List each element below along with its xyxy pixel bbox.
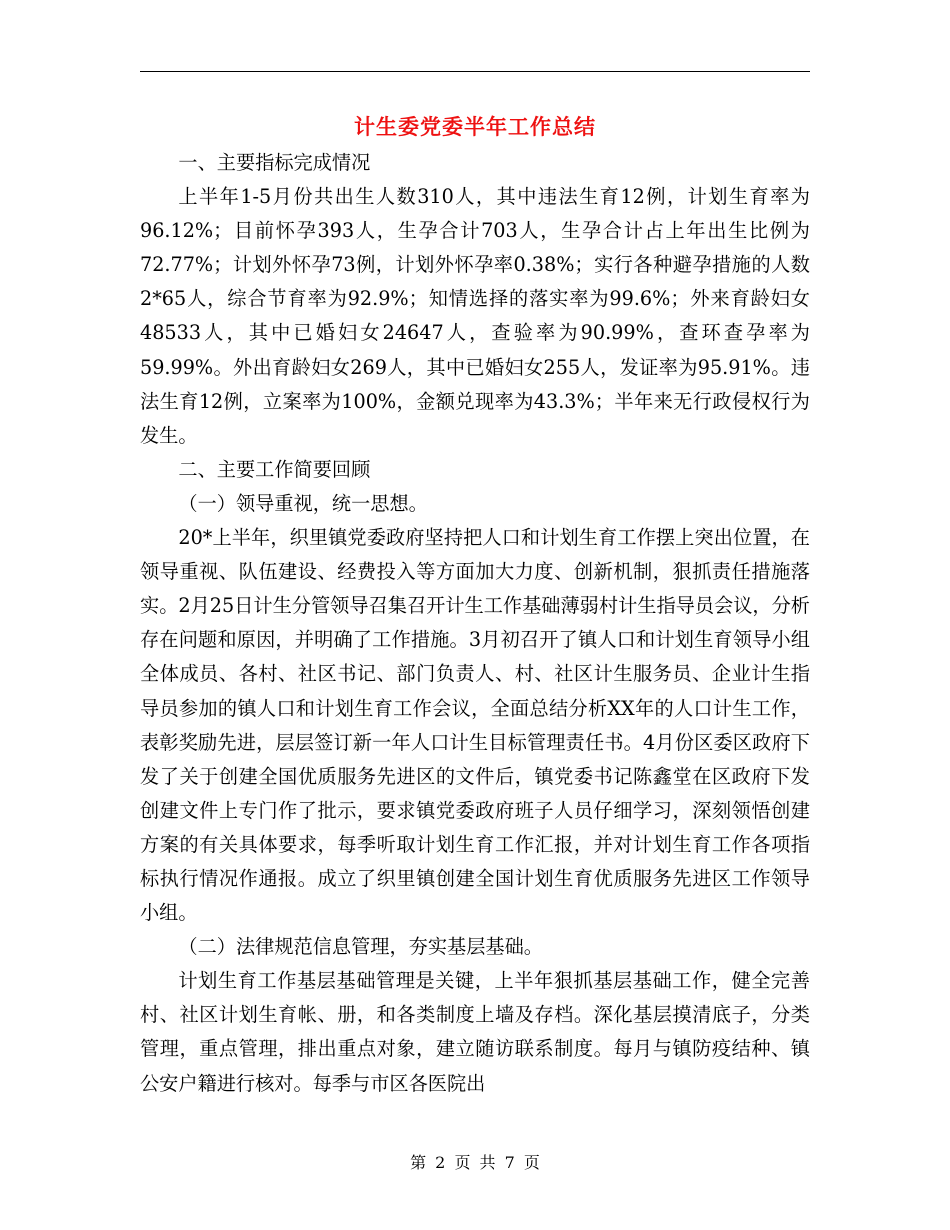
section-heading: 一、主要指标完成情况 [178,151,371,174]
document-body [140,146,810,1101]
header-rule [140,71,810,72]
subsection-heading: （二）法律规范信息管理，夯实基层基础。 [178,935,543,959]
document-title: 计生委党委半年工作总结 [354,114,596,139]
body-paragraph: 20*上半年，织里镇党委政府坚持把人口和计划生育工作摆上突出位置，在领导重视、队伍建设、经费投入等方面加大力度、创新机制，狠抓责任措施落实。2月25日计生分管领导召集召开计生工作基础薄弱村计生指导员会议，分析存在问题和原因，并明确了工作措施。3月初召开了镇人口和计划生育领导小组全体成员、各村、社区书记、部门负责人、村、社区计生服务员、企业计生指导员参加的镇人口和计划生育工作会议，全面总结分析XX年的人口计生工作，表彰奖励先进，层层签订新一年人口计生目标管理责任书。4月份区委区政府下发了关于创建全国优质服务先进区的文件后，镇党委书记陈鑫堂在区政府下发创建文件上专门作了批示，要求镇党委政府班子人员仔细学习，深刻领悟创建方案的有关具体要求，每季听取计划生育工作汇报，并对计划生育工作各项指标执行情况作通报。成立了织里镇创建全国计划生育优质服务先进区工作领导小组。 [140,526,810,925]
section-heading: 二、主要工作简要回顾 [178,457,371,481]
page-footer: 第 2 页 共 7 页 [410,1153,540,1172]
body-paragraph: 上半年1-5月份共出生人数310人，其中违法生育12例，计划生育率为96.12%；目前怀孕393人，生孕合计703人，生孕合计占上年出生比例为72.77%；计划外怀孕73例，计划外怀孕率0.38%；实行各种避孕措施的人数2*65人，综合节育率为92.9%；知情选择的落实率为99.6%；外来育龄妇女48533人，其中已婚妇女24647人，查验率为90.99%，查环查孕率为59.99%。外出育龄妇女269人，其中已婚妇女255人，发证率为95.91%。违法生育12例，立案率为100%，金额兑现率为43.3%；半年来无行政侵权行为发生。 [140,185,810,447]
body-paragraph: 计划生育工作基层基础管理是关键，上半年狠抓基层基础工作，健全完善村、社区计划生育帐、册，和各类制度上墙及存档。深化基层摸清底子，分类管理，重点管理，排出重点对象，建立随访联系制度。每月与镇防疫结种、镇公安户籍进行核对。每季与市区各医院出 [140,969,810,1095]
subsection-heading: （一）领导重视，统一思想。 [178,491,428,515]
